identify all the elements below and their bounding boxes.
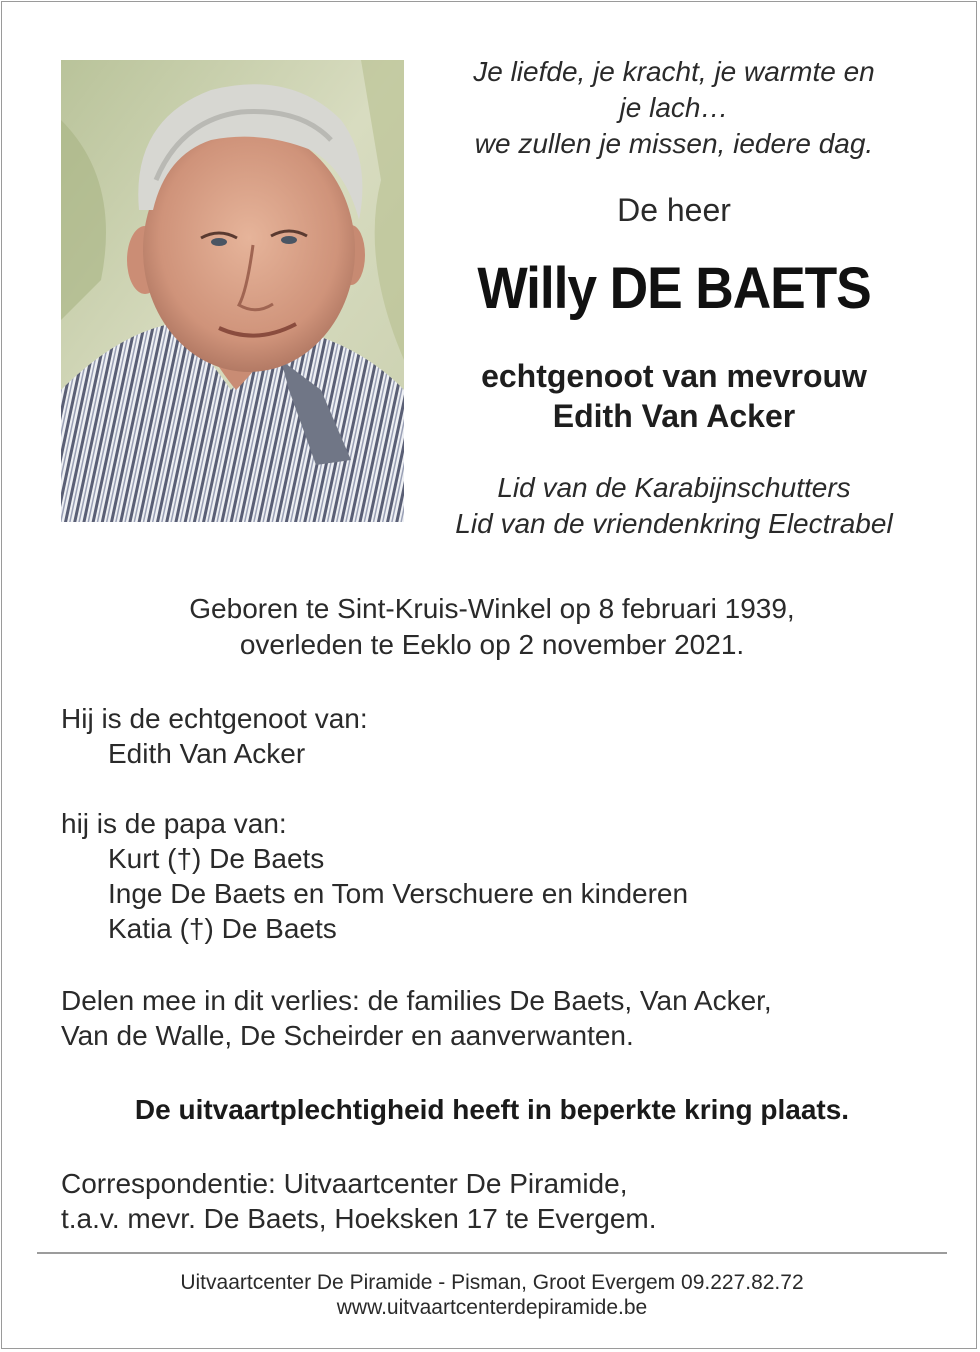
poem-line: Je liefde, je kracht, je warmte en <box>473 56 875 87</box>
funeral-home-contact: Uitvaartcenter De Piramide - Pisman, Groot Evergem 09.227.82.72 <box>180 1271 804 1294</box>
spouse-name: Edith Van Acker <box>552 398 796 434</box>
memberships <box>422 470 926 542</box>
child-item: Kurt (†) De Baets <box>108 843 325 874</box>
portrait-photo <box>61 60 404 522</box>
spouse-block <box>61 701 368 771</box>
death-line: overleden te Eeklo op 2 november 2021. <box>239 629 745 660</box>
child-item: Katia (†) De Baets <box>108 913 337 944</box>
birth-line: Geboren te Sint-Kruis-Winkel op 8 februari 1939, <box>189 593 795 624</box>
children-block <box>61 806 688 946</box>
poem <box>422 54 926 162</box>
mourners-block <box>61 983 772 1053</box>
spouse-line: echtgenoot van mevrouw <box>481 358 867 394</box>
children-heading: hij is de papa van: <box>61 808 287 839</box>
funeral-home-website[interactable]: www.uitvaartcenterdepiramide.be <box>336 1296 648 1319</box>
ceremony-notice: De uitvaartplechtigheid heeft in beperkte kring plaats. <box>134 1094 850 1125</box>
correspondence-block <box>61 1166 657 1236</box>
salutation: De heer <box>617 192 731 228</box>
poem-line: je lach… <box>619 92 729 123</box>
spouse-heading <box>422 356 926 436</box>
mourners-line: Van de Walle, De Scheirder en aanverwanten. <box>61 1020 634 1051</box>
life-dates <box>2 591 980 663</box>
header-text <box>422 54 926 542</box>
child-item: Inge De Baets en Tom Verschuere en kinderen <box>108 878 689 909</box>
footer-divider <box>37 1252 947 1254</box>
correspondence-line: t.a.v. mevr. De Baets, Hoeksken 17 te Evergem. <box>61 1203 657 1234</box>
poem-line: we zullen je missen, iedere dag. <box>474 128 874 159</box>
mourners-line: Delen mee in dit verlies: de families De Baets, Van Acker, <box>61 985 772 1016</box>
obituary-card <box>1 1 977 1349</box>
footer <box>2 1270 980 1320</box>
deceased-name: Willy DE BAETS <box>477 256 871 321</box>
spouse-block-heading: Hij is de echtgenoot van: <box>61 703 368 734</box>
correspondence-line: Correspondentie: Uitvaartcenter De Piramide, <box>61 1168 628 1199</box>
membership-item: Lid van de vriendenkring Electrabel <box>455 508 893 539</box>
spouse-block-name: Edith Van Acker <box>108 738 306 769</box>
membership-item: Lid van de Karabijnschutters <box>497 472 851 503</box>
